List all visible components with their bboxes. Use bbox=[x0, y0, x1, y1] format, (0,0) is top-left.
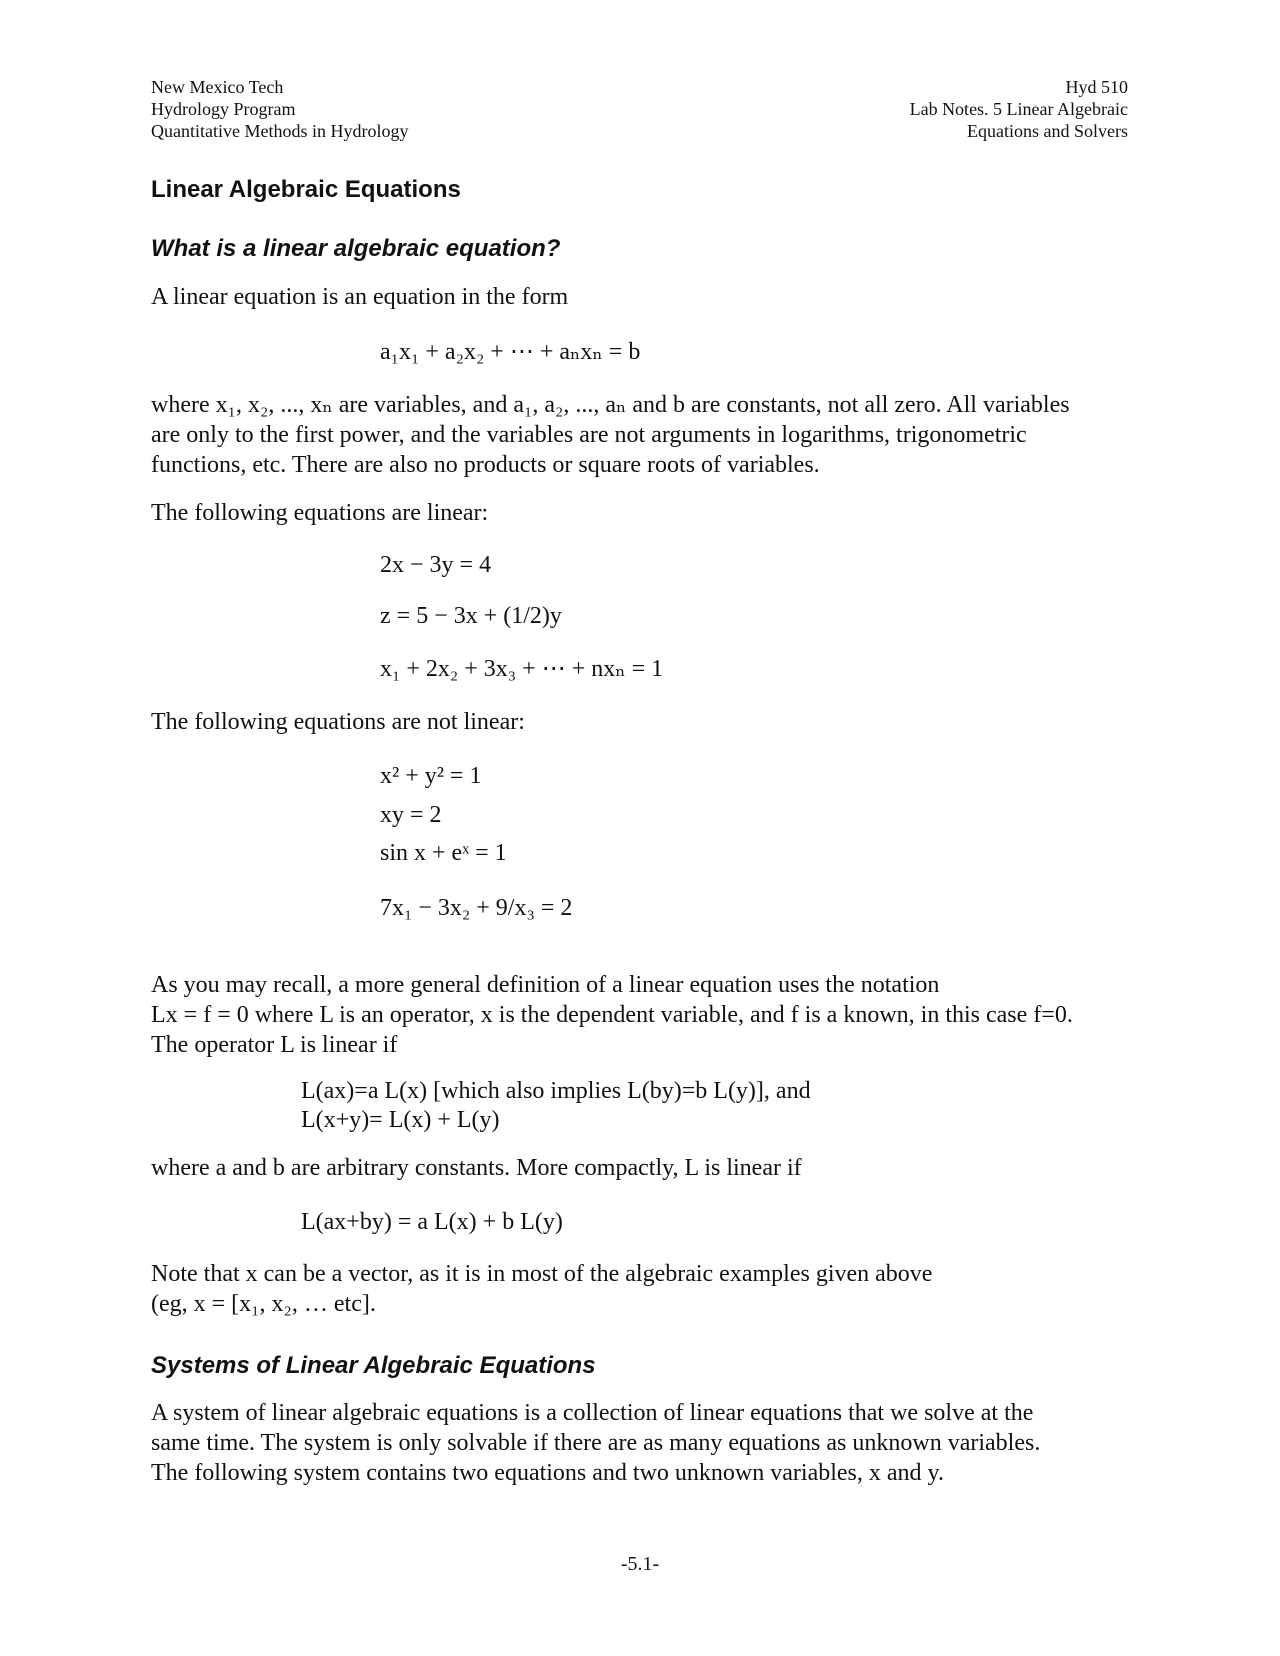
compact-linearity-equation: L(ax+by) = a L(x) + b L(y) bbox=[301, 1209, 563, 1235]
systems-paragraph bbox=[151, 1398, 1040, 1488]
intro-paragraph: A linear equation is an equation in the form bbox=[151, 284, 569, 310]
operator-conditions bbox=[301, 1077, 811, 1135]
header-left bbox=[151, 76, 408, 142]
header-institution: New Mexico Tech bbox=[151, 77, 284, 97]
nonlinear-example-4: 7x₁ − 3x₂ + 9/x₃ = 2 bbox=[380, 895, 573, 921]
systems-line-2: same time. The system is only solvable if there are as many equations as unknown variables. bbox=[151, 1430, 1041, 1456]
linear-examples-intro: The following equations are linear: bbox=[151, 500, 489, 526]
nonlinear-example-2: xy = 2 bbox=[380, 802, 442, 828]
page-number: -5.1- bbox=[620, 1553, 660, 1575]
operator-condition-2: L(x+y)= L(x) + L(y) bbox=[301, 1107, 500, 1133]
compact-definition-text: where a and b are arbitrary constants. More compactly, L is linear if bbox=[151, 1155, 802, 1181]
linear-example-1: 2x − 3y = 4 bbox=[380, 552, 492, 578]
systems-line-3: The following system contains two equations and two unknown variables, x and y. bbox=[151, 1460, 944, 1486]
operator-line-1: As you may recall, a more general definition of a linear equation uses the notation bbox=[151, 972, 940, 998]
operator-condition-1: L(ax)=a L(x) [which also implies L(by)=b L(y)], and bbox=[301, 1078, 811, 1104]
vector-note-line-2: (eg, x = [x₁, x₂, … etc]. bbox=[151, 1291, 376, 1317]
linear-example-2: z = 5 − 3x + (1/2)y bbox=[380, 603, 562, 629]
nonlinear-example-1: x² + y² = 1 bbox=[380, 763, 482, 789]
general-linear-equation: a₁x₁ + a₂x₂ + ⋯ + aₙxₙ = b bbox=[380, 339, 641, 365]
operator-line-3: The operator L is linear if bbox=[151, 1032, 398, 1058]
header-course-code: Hyd 510 bbox=[1065, 77, 1128, 97]
linear-example-3: x₁ + 2x₂ + 3x₃ + ⋯ + nxₙ = 1 bbox=[380, 656, 664, 682]
header-program: Hydrology Program bbox=[151, 99, 296, 119]
header-topic: Equations and Solvers bbox=[967, 121, 1128, 141]
header-lab-notes: Lab Notes. 5 Linear Algebraic bbox=[909, 99, 1128, 119]
vector-note-line-1: Note that x can be a vector, as it is in most of the algebraic examples given above bbox=[151, 1261, 933, 1287]
section-heading-definition: What is a linear algebraic equation? bbox=[151, 235, 561, 262]
header-course: Quantitative Methods in Hydrology bbox=[151, 121, 409, 141]
nonlinear-examples-intro: The following equations are not linear: bbox=[151, 709, 525, 735]
page-title: Linear Algebraic Equations bbox=[151, 176, 461, 203]
definition-line-3: functions, etc. There are also no products or square roots of variables. bbox=[151, 452, 820, 478]
definition-line-1: where x₁, x₂, ..., xₙ are variables, and a₁, a₂, ..., aₙ and b are constants, not all zero. All variables bbox=[151, 392, 1070, 418]
operator-paragraph bbox=[151, 970, 1073, 1060]
nonlinear-example-3: sin x + eˣ = 1 bbox=[380, 840, 507, 866]
systems-line-1: A system of linear algebraic equations is a collection of linear equations that we solve at the bbox=[151, 1400, 1034, 1426]
section-heading-systems: Systems of Linear Algebraic Equations bbox=[151, 1352, 596, 1379]
operator-line-2: Lx = f = 0 where L is an operator, x is the dependent variable, and f is a known, in this case f=0. bbox=[151, 1002, 1073, 1028]
header-right bbox=[910, 76, 1128, 142]
definition-line-2: are only to the first power, and the variables are not arguments in logarithms, trigonometric bbox=[151, 422, 1027, 448]
definition-paragraph bbox=[151, 390, 1070, 480]
vector-note bbox=[151, 1259, 932, 1319]
